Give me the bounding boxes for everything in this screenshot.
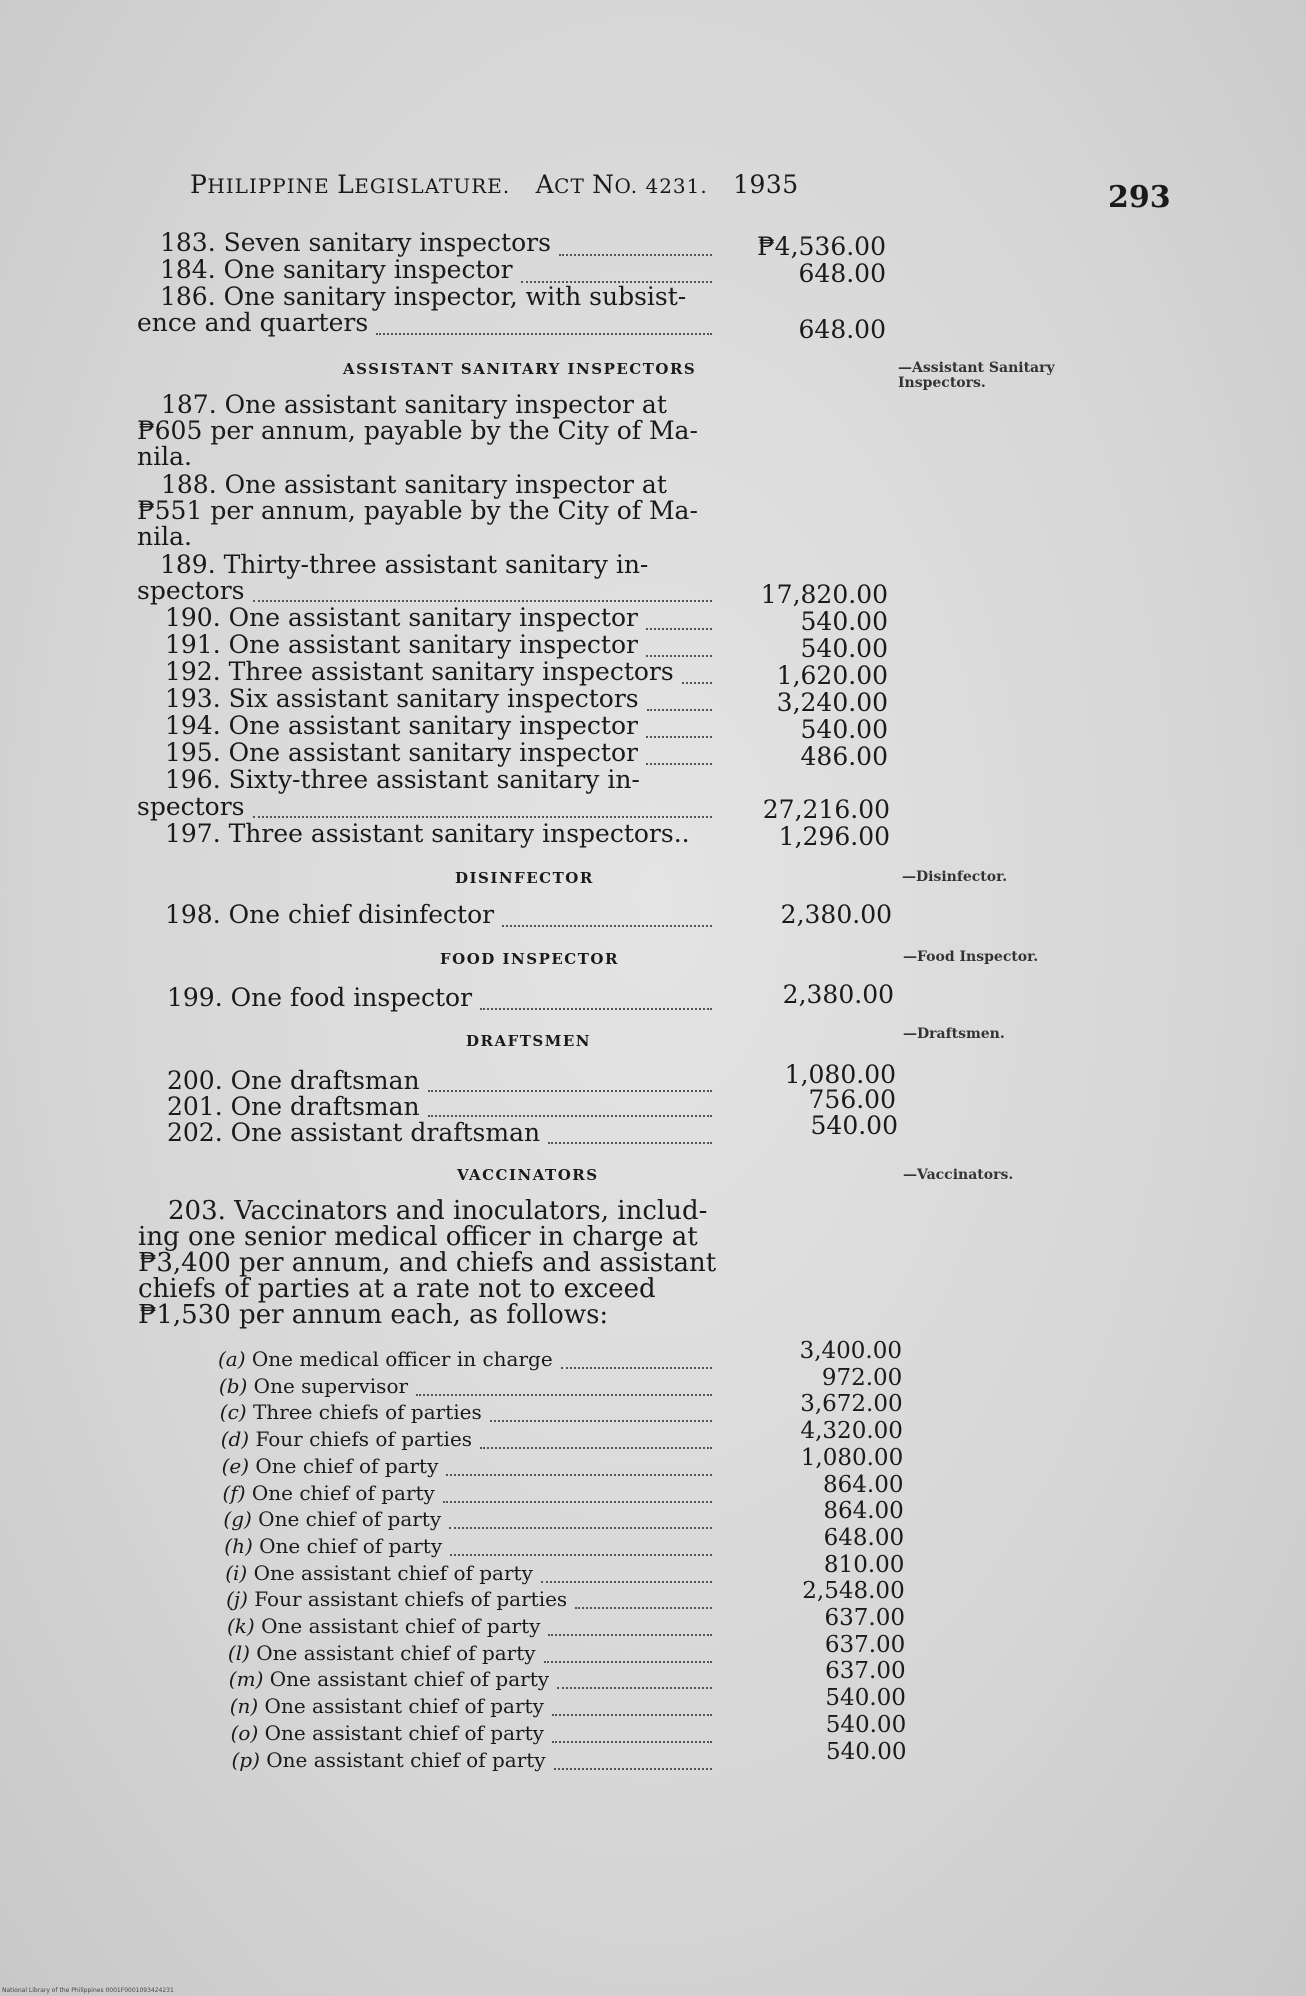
leader-dots <box>544 1661 712 1663</box>
section-heading-vaccinators: VACCINATORS <box>457 1166 599 1184</box>
side-note-draftsmen: —Draftsmen. <box>903 1026 1005 1042</box>
leader-dots <box>561 1367 712 1369</box>
amount-197: 1,296.00 <box>778 822 890 851</box>
sub-item-label: One assistant chief of party <box>256 1640 536 1665</box>
running-header <box>190 170 799 199</box>
item-194: 194. One assistant sanitary inspector <box>165 711 638 740</box>
sub-item <box>223 1507 441 1531</box>
sub-item-label: One assistant chief of party <box>253 1560 533 1585</box>
sub-item-key: (j) <box>226 1587 248 1612</box>
item-193: 193. Six assistant sanitary inspectors <box>165 684 639 713</box>
item-191: 191. One assistant sanitary inspector <box>165 630 638 659</box>
sub-item-amount: 540.00 <box>826 1738 907 1765</box>
sub-item-amount: 4,320.00 <box>800 1418 903 1445</box>
leader-dots <box>446 1474 712 1476</box>
sub-item-key: (f) <box>222 1480 246 1505</box>
sub-item-amount: 540.00 <box>825 1711 907 1738</box>
sub-item <box>228 1641 536 1665</box>
amount-186: 648.00 <box>798 315 886 344</box>
header-year: 1935 <box>733 170 799 199</box>
sub-item <box>229 1667 549 1691</box>
amount-199: 2,380.00 <box>782 980 894 1009</box>
leader-dots <box>646 763 712 765</box>
sub-item <box>222 1454 439 1478</box>
item-196: 196. Sixty-three assistant sanitary in- <box>165 765 640 794</box>
item-192: 192. Three assistant sanitary inspectors <box>165 657 674 686</box>
item-189: 189. Thirty-three assistant sanitary in- <box>160 550 649 579</box>
sub-item-label: One assistant chief of party <box>264 1694 544 1719</box>
amount-191: 540.00 <box>800 634 888 663</box>
sub-item-label: One assistant chief of party <box>264 1720 544 1745</box>
amount-198: 2,380.00 <box>780 900 892 929</box>
leader-dots <box>416 1394 712 1396</box>
item-186-cont: ence and quarters <box>137 308 369 337</box>
leader-dots <box>646 736 712 738</box>
item-200: 200. One draftsman <box>167 1066 420 1095</box>
amount-194: 540.00 <box>800 715 888 744</box>
sub-item-label: Four assistant chiefs of parties <box>254 1587 568 1612</box>
sub-item-label: One chief of party <box>258 1507 442 1532</box>
sub-item <box>230 1694 544 1718</box>
sub-item <box>223 1481 435 1505</box>
sub-item-label: Three chiefs of parties <box>252 1400 482 1425</box>
section-heading-food: FOOD INSPECTOR <box>440 950 619 968</box>
sub-item-label: Four chiefs of parties <box>255 1427 473 1452</box>
item-195: 195. One assistant sanitary inspector <box>165 738 638 767</box>
sub-item <box>231 1721 544 1745</box>
sub-item-label: One chief of party <box>251 1480 435 1505</box>
leader-dots <box>559 254 712 256</box>
leader-dots <box>376 333 712 335</box>
leader-dots <box>450 1554 712 1556</box>
sub-item-key: (g) <box>223 1507 252 1532</box>
sub-item-amount: 637.00 <box>825 1658 906 1685</box>
amount-183: ₱4,536.00 <box>757 232 886 261</box>
sub-item-amount: 3,400.00 <box>799 1338 902 1364</box>
header-act: ACT NO. 4231. <box>535 170 708 199</box>
sub-item-label: One assistant chief of party <box>261 1614 541 1638</box>
item-190: 190. One assistant sanitary inspector <box>165 603 638 632</box>
sub-item-key: (i) <box>225 1560 248 1585</box>
leader-dots <box>557 1687 712 1689</box>
header-title: PHILIPPINE LEGISLATURE. <box>190 170 511 199</box>
sub-item <box>227 1614 540 1638</box>
leader-dots <box>449 1527 712 1529</box>
item-201: 201. One draftsman <box>167 1092 420 1121</box>
amount-184: 648.00 <box>798 259 886 288</box>
sub-item <box>232 1748 546 1772</box>
leader-dots <box>502 925 712 927</box>
item-183: 183. Seven sanitary inspectors <box>160 228 551 257</box>
leader-dots <box>554 1768 712 1770</box>
amount-192: 1,620.00 <box>776 661 888 690</box>
item-197: 197. Three assistant sanitary inspectors.. <box>165 819 690 848</box>
leader-dots <box>548 1142 712 1144</box>
sub-item-label: One assistant chief of party <box>269 1667 550 1692</box>
sub-item-amount: 972.00 <box>821 1364 903 1391</box>
sub-item-key: (n) <box>229 1694 259 1719</box>
item-198: 198. One chief disinfector <box>165 900 495 929</box>
side-note-vaccinators: —Vaccinators. <box>903 1167 1014 1183</box>
sub-item-key: (c) <box>219 1400 247 1425</box>
sub-item <box>218 1347 553 1371</box>
sub-item-amount: 864.00 <box>823 1471 904 1498</box>
paragraph-203: 203. Vaccinators and inoculators, includ- ing one senior medical officer in charge at ₱3,400 per annum, and chiefs and assistant chiefs of parties at a rate not to exceed ₱1,530 per annum each, as follows: <box>138 1196 717 1330</box>
item-196-cont: spectors <box>137 792 245 821</box>
side-note-food: —Food Inspector. <box>903 949 1039 965</box>
sub-item-label: One chief of party <box>259 1533 443 1558</box>
amount-196: 27,216.00 <box>762 795 890 824</box>
leader-dots <box>428 1090 712 1092</box>
sub-item-key: (e) <box>221 1453 250 1478</box>
leader-dots <box>541 1581 712 1583</box>
leader-dots <box>443 1501 712 1503</box>
leader-dots <box>428 1115 712 1117</box>
item-189-cont: spectors <box>137 576 245 605</box>
amount-202: 540.00 <box>810 1111 898 1140</box>
item-184: 184. One sanitary inspector <box>160 255 513 284</box>
section-heading-disinfector: DISINFECTOR <box>455 869 594 887</box>
sub-item-label: One medical officer in charge <box>251 1347 553 1371</box>
sub-item-amount: 810.00 <box>823 1551 905 1578</box>
sub-item-key: (b) <box>218 1373 248 1398</box>
leader-dots <box>490 1420 712 1422</box>
leader-dots <box>647 709 712 711</box>
sub-item-amount: 2,548.00 <box>802 1578 905 1605</box>
sub-item-amount: 3,672.00 <box>800 1391 903 1418</box>
leader-dots <box>253 816 712 818</box>
side-note-assistant: —Assistant Sanitary Inspectors. <box>898 360 1055 391</box>
leader-dots <box>682 682 712 684</box>
sub-item-key: (m) <box>228 1667 264 1692</box>
amount-201: 756.00 <box>808 1085 896 1114</box>
sub-item <box>224 1534 442 1558</box>
sub-item-label: One chief of party <box>255 1453 439 1478</box>
leader-dots <box>253 600 712 602</box>
sub-item-key: (d) <box>220 1427 250 1452</box>
leader-dots <box>552 1741 712 1743</box>
sub-item-key: (k) <box>227 1614 255 1638</box>
sub-item <box>225 1561 533 1585</box>
sub-item-amount: 864.00 <box>823 1498 904 1525</box>
amount-200: 1,080.00 <box>784 1060 896 1089</box>
sub-item-key: (h) <box>224 1533 253 1558</box>
sub-item-label: One assistant chief of party <box>266 1747 546 1772</box>
leader-dots <box>480 1008 712 1010</box>
side-note-disinfector: —Disinfector. <box>902 869 1008 885</box>
sub-item-key: (a) <box>218 1347 246 1371</box>
sub-item-key: (l) <box>227 1640 250 1665</box>
sub-item-amount: 1,080.00 <box>800 1444 904 1471</box>
sub-item-amount: 648.00 <box>823 1524 905 1551</box>
item-199: 199. One food inspector <box>167 983 473 1012</box>
sub-item-amount: 540.00 <box>825 1685 906 1712</box>
sub-item-label: One supervisor <box>253 1373 409 1398</box>
sub-item-key: (o) <box>230 1720 259 1745</box>
sub-item <box>220 1400 482 1424</box>
item-186: 186. One sanitary inspector, with subsist- <box>160 282 687 311</box>
amount-193: 3,240.00 <box>776 688 888 717</box>
sub-item-amount: 637.00 <box>824 1631 906 1658</box>
leader-dots <box>575 1607 712 1609</box>
sub-item <box>226 1587 567 1611</box>
leader-dots <box>548 1634 712 1636</box>
leader-dots <box>480 1447 712 1449</box>
section-heading-assistant: ASSISTANT SANITARY INSPECTORS <box>343 360 697 378</box>
amount-190: 540.00 <box>800 607 888 636</box>
paragraph-187: 187. One assistant sanitary inspector at ₱605 per annum, payable by the City of Ma- nila. <box>137 390 698 471</box>
page-number: 293 <box>1108 180 1171 215</box>
leader-dots <box>552 1714 712 1716</box>
sub-item <box>221 1427 472 1451</box>
item-202: 202. One assistant draftsman <box>167 1118 541 1147</box>
paragraph-188: 188. One assistant sanitary inspector at ₱551 per annum, payable by the City of Ma- nila. <box>137 470 698 551</box>
section-heading-draftsmen: DRAFTSMEN <box>466 1032 592 1050</box>
sub-item-key: (p) <box>231 1747 260 1772</box>
sub-item-amount: 637.00 <box>824 1605 905 1631</box>
amount-195: 486.00 <box>800 742 888 771</box>
footer-credit: National Library of the Philippines 0001F0001093424231 <box>2 1987 174 1994</box>
leader-dots <box>646 628 712 630</box>
amount-189: 17,820.00 <box>760 580 888 609</box>
sub-item <box>219 1374 408 1398</box>
